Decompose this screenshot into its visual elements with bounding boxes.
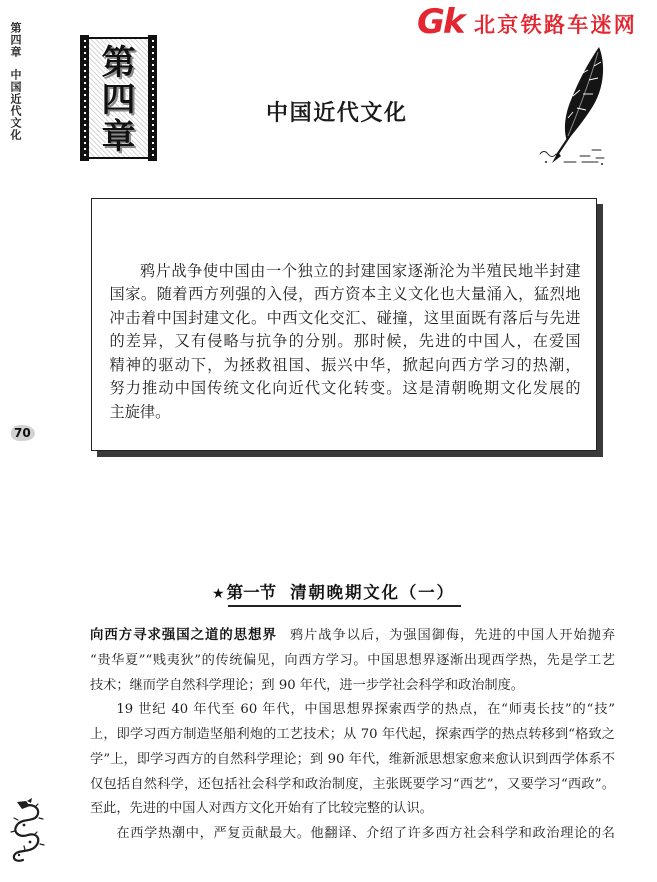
- watermark-site-name: 北京铁路车迷网: [474, 13, 638, 37]
- body-line: 技术；继而学自然科学理论；到 90 年代，进一步学社会科学和政治制度。: [90, 677, 524, 693]
- section-title: 清朝晚期文化（一）: [290, 583, 455, 602]
- badge-char: 四: [101, 80, 136, 120]
- body-line: 仅包括自然科学，还包括社会科学和政治制度，主张既要学习“西艺”，又要学习“西政”。: [90, 776, 615, 792]
- section-number: 第一节: [226, 583, 277, 602]
- body-line: 学”上，即学习西方的自然科学理论；到 90 年代，维新派思想家愈来愈认识到西学体系不: [90, 751, 615, 767]
- chapter-title: 中国近代文化: [266, 101, 408, 126]
- body-text: [90, 624, 615, 847]
- intro-line: 国家。随着西方列强的入侵，西方资本主义文化也大量涌入，猛烈地: [109, 285, 581, 303]
- body-line: 在西学热潮中，严复贡献最大。他翻译、介绍了许多西方社会科学和政治理论的名: [116, 826, 615, 841]
- intro-line: 主旋律。: [109, 402, 171, 421]
- intro-line: 的差异，又有侵略与抗争的分别。那时候，先进的中国人，在爱国: [109, 332, 581, 350]
- section-underline: [228, 605, 461, 607]
- page-number: 70: [14, 426, 31, 440]
- body-line: 至此，先进的中国人对西方文化开始有了比较完整的认识。: [90, 801, 433, 817]
- star-icon: ★: [212, 586, 225, 602]
- intro-line: 鸦片战争使中国由一个独立的封建国家逐渐沦为半殖民地半封建: [139, 261, 581, 280]
- quill-pen-icon: [536, 44, 608, 166]
- section-heading: [212, 582, 455, 605]
- running-header-title: 中国近代文化: [9, 69, 22, 141]
- badge-characters: [89, 45, 148, 156]
- dragon-ornament-icon: [4, 798, 46, 864]
- body-line-text: 鸦片战争以后，为强国御侮，先进的中国人开始抛弃: [289, 628, 616, 643]
- intro-line: 精神的驱动下，为拯救祖国、振兴中华，掀起向西方学习的热潮，: [109, 355, 581, 374]
- chapter-badge: [80, 35, 157, 161]
- intro-line: 冲击着中国封建文化。中西文化交汇、碰撞，这里面既有落后与先进: [109, 308, 581, 327]
- body-line: “贵华夏”“贱夷狄”的传统偏见，向西方学习。中国思想界逐渐出现西学热，先是学工艺: [90, 652, 615, 668]
- badge-left-bar: [80, 35, 89, 161]
- watermark-logo: Gk: [417, 2, 464, 42]
- intro-line: 努力推动中国传统文化向近代文化转变。这是清朝晚期文化发展的: [109, 379, 581, 397]
- intro-paragraph: [110, 260, 581, 425]
- body-line: [90, 624, 615, 649]
- badge-char: 章: [101, 117, 136, 157]
- badge-right-bar: [148, 35, 157, 161]
- subheading: 向西方寻求强国之道的思想界: [90, 628, 277, 643]
- body-line: 19 世纪 40 年代至 60 年代，中国思想界探索西学的热点，在“师夷长技”的“技”: [116, 702, 615, 718]
- intro-box: [91, 198, 597, 451]
- body-line: 上，即学习西方制造坚船利炮的工艺技术；从 70 年代起，探索西学的热点转移到“格致之: [90, 727, 615, 742]
- running-header-chapter: 第四章: [9, 22, 22, 58]
- badge-char: 第: [101, 43, 136, 83]
